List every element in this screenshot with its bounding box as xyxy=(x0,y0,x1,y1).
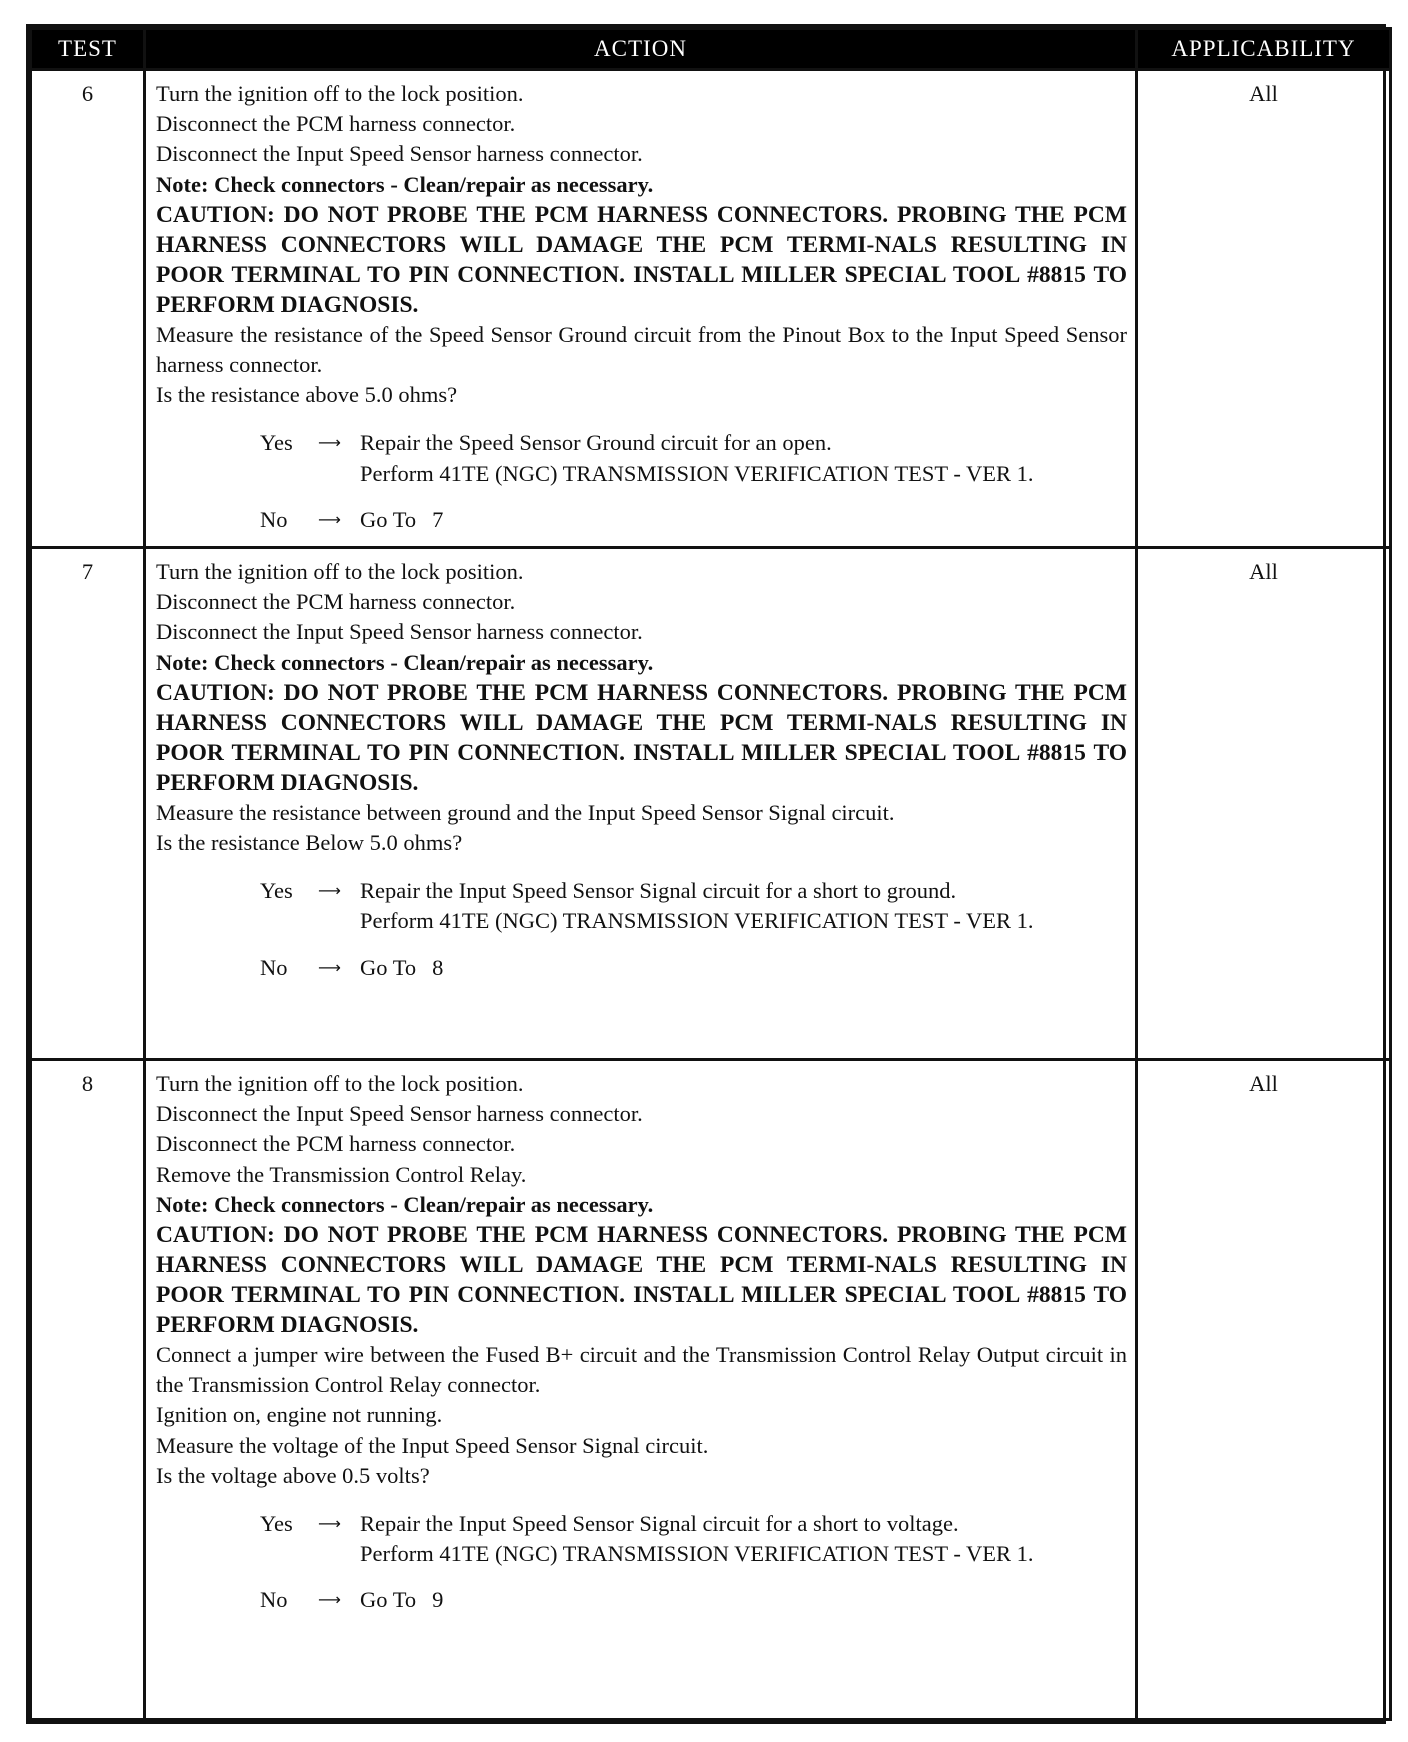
caution-text: CAUTION: DO NOT PROBE THE PCM HARNESS CONNECTORS. PROBING THE PCM HARNESS CONNECTORS WILL DAMAGE THE PCM TERMI-NALS RESULTING IN POOR TERMINAL TO PIN CONNECTION. INSTALL MILLER SPECIAL TOOL #8815 TO PERFORM DIAGNOSIS. xyxy=(156,1222,1127,1339)
no-result xyxy=(360,1585,1127,1615)
no-label: No xyxy=(260,1587,288,1613)
step-line: Disconnect the PCM harness connector. xyxy=(156,589,516,615)
no-answer xyxy=(260,953,1127,983)
no-label: No xyxy=(260,954,288,980)
right-arrow-icon: ⟶ xyxy=(318,1514,341,1534)
question-text: Is the resistance above 5.0 ohms? xyxy=(156,382,458,408)
right-arrow-icon: ⟶ xyxy=(318,433,341,453)
no-result xyxy=(360,505,1127,535)
header-test: TEST xyxy=(31,29,145,70)
yes-label: Yes xyxy=(260,1511,293,1537)
no-label: No xyxy=(260,506,288,532)
step-line: Disconnect the PCM harness connector. xyxy=(156,1131,516,1157)
goto-target: 9 xyxy=(432,1587,444,1613)
diagnostic-table-sheet xyxy=(26,24,1386,1724)
test-action xyxy=(145,70,1137,548)
step-line: Disconnect the PCM harness connector. xyxy=(156,111,516,137)
yes-result-line: Repair the Input Speed Sensor Signal circuit for a short to voltage. xyxy=(360,1511,959,1537)
step-line: Connect a jumper wire between the Fused B+ circuit and the Transmission Control Relay Output circuit in the Transmission Control Relay connector. xyxy=(156,1342,1127,1398)
step-line: Measure the resistance between ground and the Input Speed Sensor Signal circuit. xyxy=(156,799,895,825)
no-answer xyxy=(260,1585,1127,1615)
yes-result xyxy=(360,428,1127,488)
test-row xyxy=(31,1060,1391,1720)
yes-answer xyxy=(260,876,1127,936)
goto-text: Go To xyxy=(360,506,417,532)
header-applicability: APPLICABILITY xyxy=(1137,29,1391,70)
yes-result-line: Perform 41TE (NGC) TRANSMISSION VERIFICATION TEST - VER 1. xyxy=(360,1541,1034,1567)
test-number: 8 xyxy=(31,1060,145,1720)
note-text: Note: Check connectors - Clean/repair as necessary. xyxy=(156,649,654,675)
yes-result-line: Repair the Speed Sensor Ground circuit for an open. xyxy=(360,430,832,456)
header-action: ACTION xyxy=(145,29,1137,70)
yes-answer xyxy=(260,428,1127,488)
step-line: Ignition on, engine not running. xyxy=(156,1402,443,1428)
test-action xyxy=(145,1060,1137,1720)
answer-block xyxy=(156,1509,1127,1616)
caution-text: CAUTION: DO NOT PROBE THE PCM HARNESS CONNECTORS. PROBING THE PCM HARNESS CONNECTORS WILL DAMAGE THE PCM TERMI-NALS RESULTING IN POOR TERMINAL TO PIN CONNECTION. INSTALL MILLER SPECIAL TOOL #8815 TO PERFORM DIAGNOSIS. xyxy=(156,679,1127,796)
no-answer xyxy=(260,505,1127,535)
question-text: Is the voltage above 0.5 volts? xyxy=(156,1462,430,1488)
step-line: Disconnect the Input Speed Sensor harness connector. xyxy=(156,1101,643,1127)
step-line: Turn the ignition off to the lock position. xyxy=(156,1071,524,1096)
step-line: Remove the Transmission Control Relay. xyxy=(156,1161,527,1187)
step-line: Turn the ignition off to the lock position. xyxy=(156,559,524,584)
caution-text: CAUTION: DO NOT PROBE THE PCM HARNESS CONNECTORS. PROBING THE PCM HARNESS CONNECTORS WILL DAMAGE THE PCM TERMI-NALS RESULTING IN POOR TERMINAL TO PIN CONNECTION. INSTALL MILLER SPECIAL TOOL #8815 TO PERFORM DIAGNOSIS. xyxy=(156,201,1127,318)
test-row xyxy=(31,70,1391,548)
yes-result xyxy=(360,876,1127,936)
goto-text: Go To xyxy=(360,1587,417,1613)
step-line: Turn the ignition off to the lock position. xyxy=(156,81,524,106)
applicability-cell: All xyxy=(1137,1060,1391,1720)
question-text: Is the resistance Below 5.0 ohms? xyxy=(156,830,463,856)
answer-block xyxy=(156,428,1127,535)
applicability-cell: All xyxy=(1137,548,1391,1060)
step-line: Disconnect the Input Speed Sensor harness connector. xyxy=(156,141,643,167)
yes-result xyxy=(360,1509,1127,1569)
test-row xyxy=(31,548,1391,1060)
step-line: Measure the resistance of the Speed Sensor Ground circuit from the Pinout Box to the Input Speed Sensor harness connector. xyxy=(156,321,1127,378)
goto-text: Go To xyxy=(360,954,417,980)
test-action xyxy=(145,548,1137,1060)
yes-result-line: Perform 41TE (NGC) TRANSMISSION VERIFICATION TEST - VER 1. xyxy=(360,908,1034,934)
yes-result-line: Repair the Input Speed Sensor Signal circuit for a short to ground. xyxy=(360,878,957,904)
right-arrow-icon: ⟶ xyxy=(318,509,341,529)
diagnostic-table xyxy=(29,27,1392,1721)
goto-target: 8 xyxy=(432,954,444,980)
yes-label: Yes xyxy=(260,878,293,904)
yes-answer xyxy=(260,1509,1127,1569)
answer-block xyxy=(156,876,1127,983)
test-number: 7 xyxy=(31,548,145,1060)
no-result xyxy=(360,953,1127,983)
test-number: 6 xyxy=(31,70,145,548)
right-arrow-icon: ⟶ xyxy=(318,881,341,901)
yes-label: Yes xyxy=(260,430,293,456)
step-line: Measure the voltage of the Input Speed Sensor Signal circuit. xyxy=(156,1432,709,1458)
table-header-row xyxy=(31,29,1391,70)
applicability-cell: All xyxy=(1137,70,1391,548)
goto-target: 7 xyxy=(432,506,444,532)
right-arrow-icon: ⟶ xyxy=(318,957,341,977)
note-text: Note: Check connectors - Clean/repair as necessary. xyxy=(156,171,654,197)
step-line: Disconnect the Input Speed Sensor harness connector. xyxy=(156,619,643,645)
yes-result-line: Perform 41TE (NGC) TRANSMISSION VERIFICATION TEST - VER 1. xyxy=(360,460,1034,486)
right-arrow-icon: ⟶ xyxy=(318,1590,341,1610)
note-text: Note: Check connectors - Clean/repair as necessary. xyxy=(156,1191,654,1217)
